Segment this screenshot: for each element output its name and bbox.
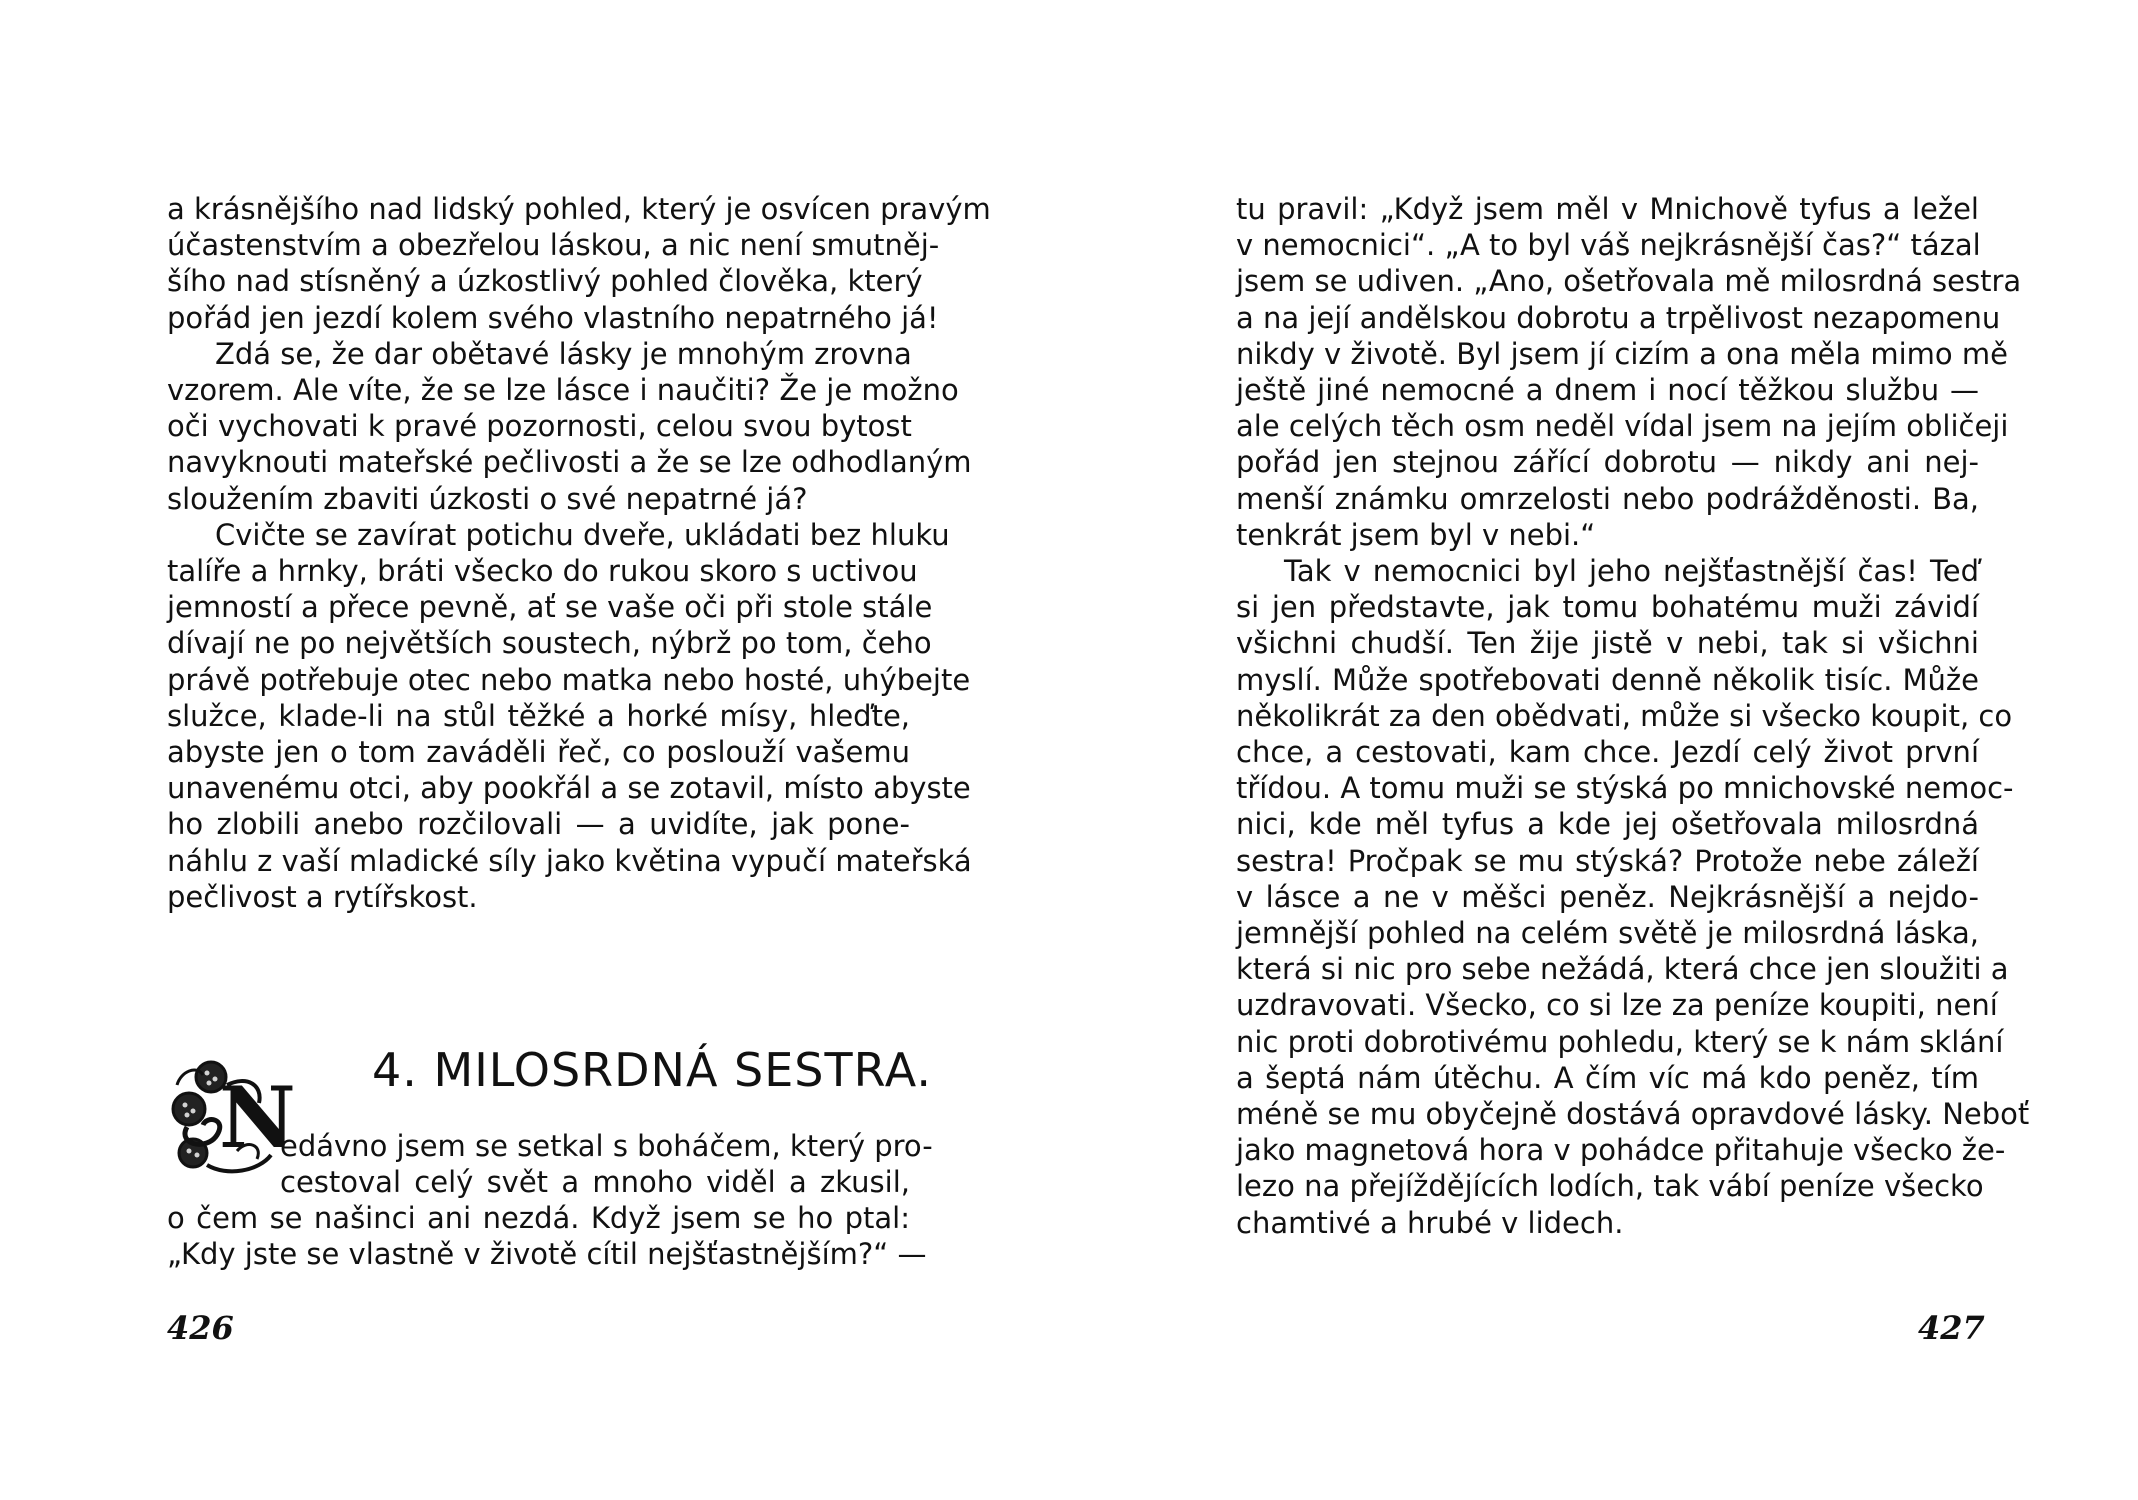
text-line: sloužením zbaviti úzkosti o své nepatrné já? [167, 481, 808, 516]
text-line: ještě jiné nemocné a dnem i nocí těžkou službu — [1236, 373, 1979, 408]
text-line: jemností a přece pevně, ať se vaše oči při stole stále [167, 590, 933, 625]
text-line: edávno jsem se setkal s boháčem, který pro- [280, 1129, 933, 1163]
text-line: cestoval celý svět a mnoho viděl a zkusil, [280, 1165, 910, 1200]
page-number-left: 426 [167, 1309, 234, 1347]
text-line: o čem se našinci ani nezdá. Když jsem se ho ptal: [167, 1201, 910, 1235]
right-page-text [1236, 191, 2030, 1241]
text-line: uzdravovati. Všecko, co si lze za peníze koupiti, není [1236, 988, 1998, 1023]
text-line: tenkrát jsem byl v nebi.“ [1236, 517, 1596, 552]
text-line: nikdy v životě. Byl jsem jí cizím a ona měla mimo mě [1236, 336, 2008, 371]
text-line: a na její andělskou dobrotu a trpělivost nezapomenu [1236, 300, 2001, 335]
text-line: právě potřebuje otec nebo matka nebo hosté, uhýbejte [167, 662, 971, 697]
text-line: v lásce a ne v měšci peněz. Nejkrásnější a nejdo- [1236, 879, 1979, 914]
text-line: dívají ne po největších soustech, nýbrž po tom, čeho [167, 626, 932, 661]
dropcap-letter: N [219, 1068, 295, 1167]
text-line: Tak v nemocnici byl jeho nejšťastnější čas! Teď [1284, 554, 1979, 589]
text-line: oči vychovati k pravé pozornosti, celou svou bytost [167, 409, 912, 444]
text-line: třídou. A tomu muži se stýská po mnichovské nemoc- [1236, 771, 2014, 806]
text-line: talíře a hrnky, bráti všecko do rukou skoro s uctivou [167, 554, 918, 589]
text-line: „Kdy jste se vlastně v životě cítil nejšťastnějším?“ — [167, 1237, 927, 1272]
text-line: nici, kde měl tyfus a kde jej ošetřovala milosrdná [1236, 807, 1979, 842]
chapter-opening-lines [280, 1128, 933, 1200]
text-line: a šeptá nám útěchu. A čím víc má kdo peněz, tím [1236, 1060, 1979, 1095]
chapter-continuation-lines [167, 1200, 927, 1272]
text-line: účastenstvím a obezřelou láskou, a nic není smutněj- [167, 228, 940, 263]
text-line: menší známku omrzelosti nebo podrážděnosti. Ba, [1236, 481, 1979, 516]
text-line: v nemocnici“. „A to byl váš nejkrásnější čas?“ tázal [1236, 228, 1981, 263]
chapter-title: 4. MILOSRDNÁ SESTRA. [372, 1043, 932, 1097]
text-line: si jen představte, jak tomu bohatému muži závidí [1236, 590, 1979, 625]
text-line: myslí. Může spotřebovati denně několik tisíc. Může [1236, 662, 1979, 697]
text-line: navyknouti mateřské pečlivosti a že se lze odhodlaným [167, 445, 972, 480]
text-line: chce, a cestovati, kam chce. Jezdí celý život první [1236, 735, 1979, 770]
text-line: pečlivost a rytířskost. [167, 879, 478, 914]
text-line: sestra! Pročpak se mu stýská? Protože nebe záleží [1236, 843, 1979, 878]
text-line: pořád jen jezdí kolem svého vlastního nepatrného já! [167, 300, 939, 335]
text-line: chamtivé a hrubé v lidech. [1236, 1205, 1624, 1240]
text-line: náhlu z vaší mladické síly jako květina vypučí mateřská [167, 843, 972, 878]
text-line: abyste jen o tom zaváděli řeč, co poslouží vašemu [167, 735, 910, 770]
text-line: jemnější pohled na celém světě je milosrdná láska, [1236, 916, 1979, 951]
text-line: unavenému otci, aby pookřál a se zotavil, místo abyste [167, 771, 971, 806]
text-line: nic proti dobrotivému pohledu, který se k nám sklání [1236, 1024, 2004, 1059]
text-line: Cvičte se zavírat potichu dveře, ukládati bez hluku [215, 517, 950, 552]
text-line: všichni chudší. Ten žije jistě v nebi, tak si všichni [1236, 626, 1979, 661]
text-line: několikrát za den obědvati, může si všecko koupit, co [1236, 698, 2013, 733]
text-line: šího nad stísněný a úzkostlivý pohled člověka, který [167, 264, 923, 299]
text-line: lezo na přejíždějících lodích, tak vábí peníze všecko [1236, 1169, 1984, 1204]
text-line: tu pravil: „Když jsem měl v Mnichově tyfus a ležel [1236, 192, 1979, 226]
floral-ornament-icon [167, 1055, 295, 1183]
left-page-top-text [167, 191, 991, 915]
text-line: služce, klade-li na stůl těžké a horké mísy, hleďte, [167, 698, 910, 733]
ornamental-dropcap [167, 1055, 295, 1183]
text-line: Zdá se, že dar obětavé lásky je mnohým zrovna [215, 336, 912, 371]
text-line: vzorem. Ale víte, že se lze lásce i naučiti? Že je možno [167, 373, 959, 408]
text-line: ale celých těch osm neděl vídal jsem na jejím obličeji [1236, 409, 2009, 444]
text-line: ho zlobili anebo rozčilovali — a uvidíte, jak pone- [167, 807, 910, 842]
text-line: která si nic pro sebe nežádá, která chce jen sloužiti a [1236, 952, 2009, 987]
text-line: pořád jen stejnou zářící dobrotu — nikdy ani nej- [1236, 445, 1979, 480]
text-line: jsem se udiven. „Ano, ošetřovala mě milosrdná sestra [1236, 264, 2022, 299]
text-line: a krásnějšího nad lidský pohled, který je osvícen pravým [167, 192, 991, 226]
text-line: jako magnetová hora v pohádce přitahuje všecko že- [1236, 1133, 2006, 1168]
text-line: méně se mu obyčejně dostává opravdové lásky. Neboť [1236, 1097, 2030, 1132]
page-number-right: 427 [1918, 1309, 1985, 1347]
